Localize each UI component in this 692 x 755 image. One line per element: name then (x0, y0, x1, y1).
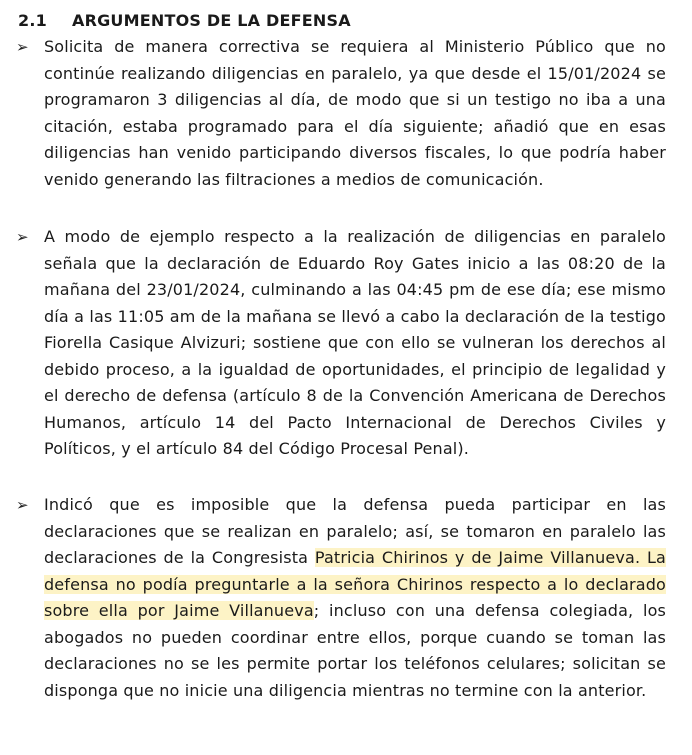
paragraph-1: Solicita de manera correctiva se requiera al Ministerio Público que no continúe realizando diligencias en paralelo, ya que desde el 15/01/2024 se programaron 3 diligencias al día, de modo que si un testigo no iba a una citación, estaba programado para el día siguiente; añadió que en esas diligencias han venido participando diversos fiscales, lo que podría haber venido generando las filtraciones a medios de comunicación. (44, 37, 666, 189)
paragraph-3-text-after: ; incluso con una defensa colegiada, los abogados no pueden coordinar entre ellos, porque cuando se toman las declaraciones no se les permite portar los teléfonos celulares; solicitan se disponga que no inicie una diligencia mientras no termine con la anterior. (44, 601, 666, 700)
bullet-arrow-icon: ➢ (16, 228, 29, 246)
paragraph-3 (44, 492, 666, 704)
bullet-arrow-icon: ➢ (16, 38, 29, 56)
highlighted-text: Patricia Chirinos y de Jaime Villanueva. La defensa no podía preguntarle a la señora Chirinos respecto a lo declarado sobre ella por Jaime Villanueva (44, 548, 666, 621)
section-title: ARGUMENTOS DE LA DEFENSA (72, 10, 351, 30)
section-heading (18, 8, 351, 32)
paragraph-3-text-before: Indicó que es imposible que la defensa pueda participar en las declaraciones que se realizan en paralelo; así, se tomaron en paralelo las declaraciones de la Congresista (44, 495, 666, 568)
section-number: 2.1 (18, 10, 47, 30)
paragraph-2: A modo de ejemplo respecto a la realización de diligencias en paralelo señala que la declaración de Eduardo Roy Gates inicio a las 08:20 de la mañana del 23/01/2024, culminando a las 04:45 pm de ese día; ese mismo día a las 11:05 am de la mañana se llevó a cabo la declaración de la testigo Fiorella Casique Alvizuri; sostiene que con ello se vulneran los derechos al debido proceso, a la igualdad de oportunidades, el principio de legalidad y el derecho de defensa (artículo 8 de la Convención Americana de Derechos Humanos, artículo 14 del Pacto Internacional de Derechos Civiles y Políticos, y el artículo 84 del Código Procesal Penal). (44, 227, 666, 459)
bullet-arrow-icon: ➢ (16, 496, 29, 514)
